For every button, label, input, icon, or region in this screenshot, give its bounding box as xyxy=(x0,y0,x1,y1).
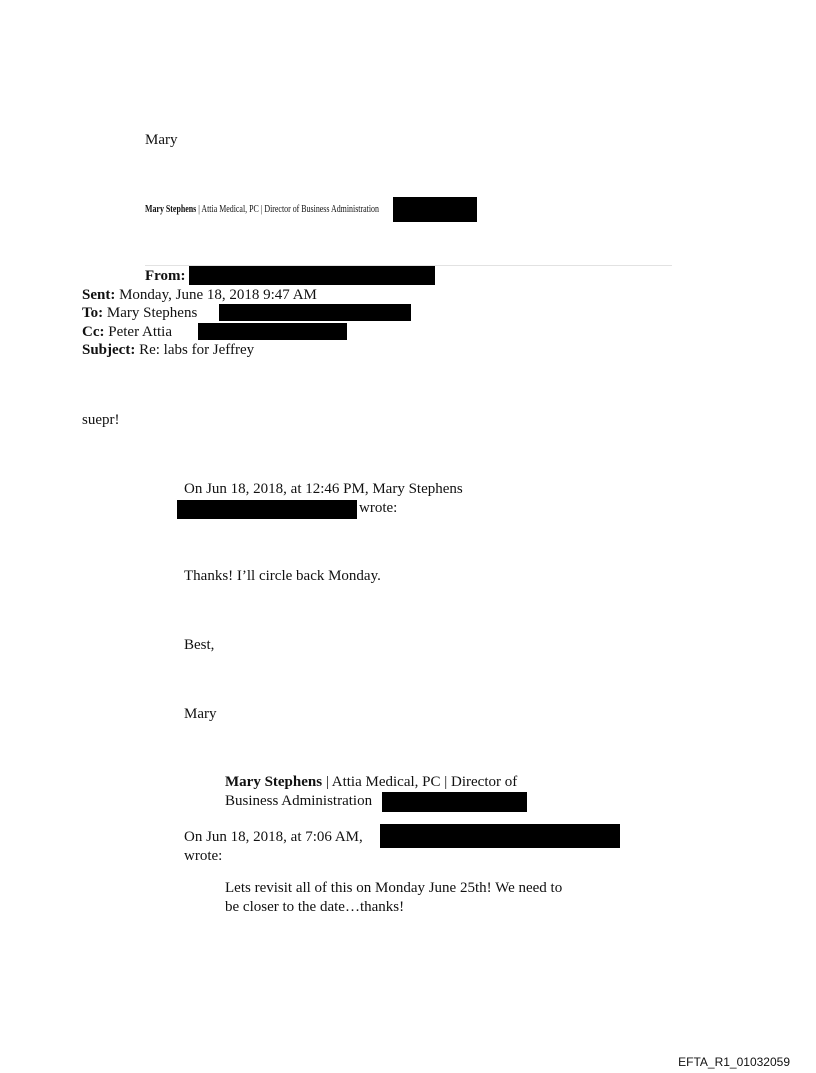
quote-2-message-line1: Lets revisit all of this on Monday June 25th! We need to xyxy=(225,880,563,896)
from-label: From: xyxy=(145,268,186,284)
document-id: EFTA_R1_01032059 xyxy=(678,1055,790,1069)
sent-row xyxy=(82,286,317,304)
signature-separator: | xyxy=(258,203,265,215)
subject-row xyxy=(82,341,254,359)
signature-name: Mary Stephens xyxy=(145,203,197,215)
cc-value: Peter Attia xyxy=(108,324,172,340)
quote-2-intro-line2: wrote: xyxy=(184,848,223,864)
signature-separator: | xyxy=(196,203,202,215)
reply-body: suepr! xyxy=(82,412,120,428)
to-label: To: xyxy=(82,305,104,321)
signature-2-name: Mary Stephens xyxy=(225,774,323,790)
signature-title: Director of Business Administration xyxy=(264,203,379,215)
to-row xyxy=(82,304,197,322)
redaction-box xyxy=(380,824,620,848)
sent-label: Sent: xyxy=(82,287,116,303)
redaction-box xyxy=(198,323,347,340)
quote-closing: Best, xyxy=(184,637,215,653)
quote-2-intro-line1: On Jun 18, 2018, at 7:06 AM, xyxy=(184,829,363,845)
to-value: Mary Stephens xyxy=(106,305,198,321)
cc-label: Cc: xyxy=(82,324,105,340)
quote-name: Mary xyxy=(184,706,217,722)
signature-2-line1 xyxy=(225,773,517,791)
redaction-box xyxy=(189,266,435,285)
sent-value: Monday, June 18, 2018 9:47 AM xyxy=(119,287,317,303)
redaction-box xyxy=(382,792,527,812)
greeting-name: Mary xyxy=(145,132,178,148)
quote-intro-line1: On Jun 18, 2018, at 12:46 PM, Mary Stephens xyxy=(184,481,463,497)
subject-label: Subject: xyxy=(82,342,136,358)
quote-2-message-line2: be closer to the date…thanks! xyxy=(225,899,405,915)
signature-company: Attia Medical, PC xyxy=(201,203,259,215)
quote-message: Thanks! I’ll circle back Monday. xyxy=(184,568,381,584)
signature-line-top xyxy=(145,200,379,218)
cc-row xyxy=(82,323,172,341)
signature-2-rest: | Attia Medical, PC | Director of xyxy=(322,774,518,790)
redaction-box xyxy=(393,197,477,222)
redaction-box xyxy=(219,304,411,321)
redaction-box xyxy=(177,500,357,519)
signature-2-line2: Business Administration xyxy=(225,793,373,809)
quote-intro-line2: wrote: xyxy=(359,500,398,516)
subject-value: Re: labs for Jeffrey xyxy=(139,342,255,358)
